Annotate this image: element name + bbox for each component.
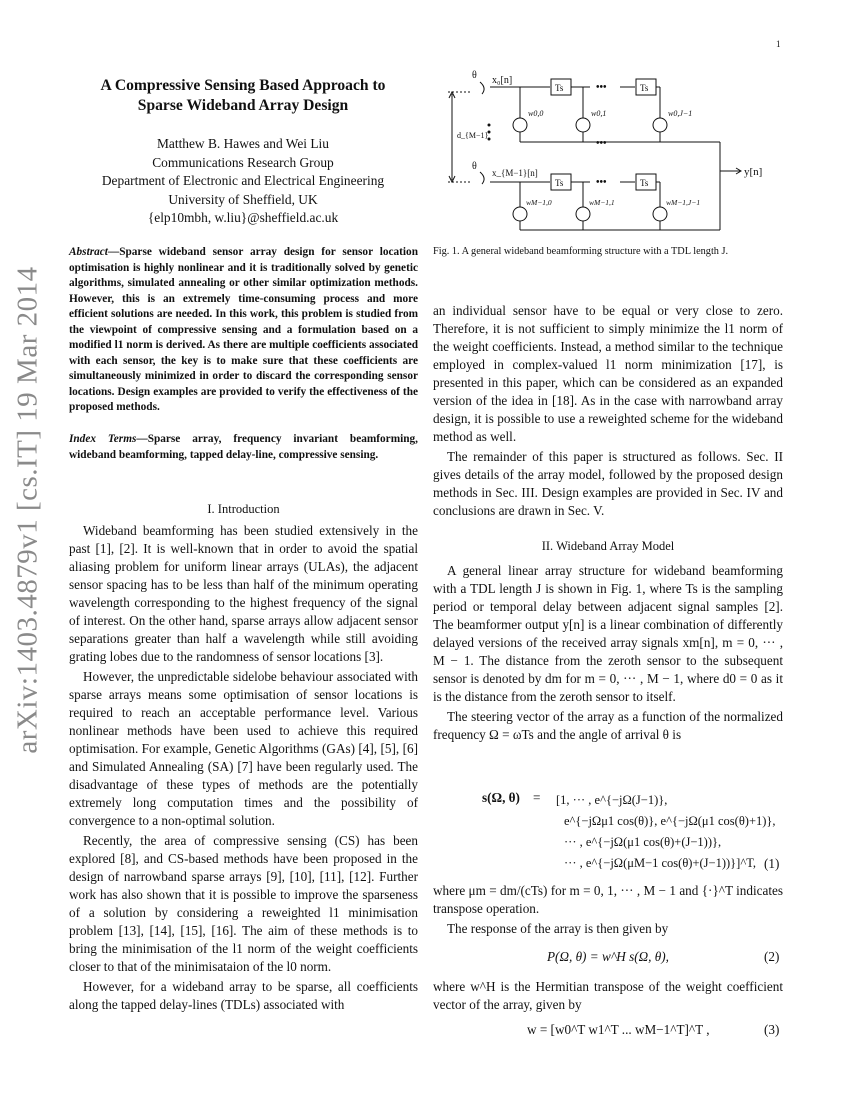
x0-label: x₀[n]	[492, 75, 513, 86]
dots-bottom: •••	[596, 177, 607, 188]
eq1-line: ··· , e^{−jΩ(μM−1 cos(θ)+(J−1))}]^T,	[564, 856, 757, 870]
paragraph: The steering vector of the array as a function of the normalized frequency Ω = ωTs and the angle of arrival θ is	[433, 709, 783, 742]
index-terms	[69, 432, 418, 463]
authors: Matthew B. Hawes and Wei Liu	[157, 136, 329, 151]
university: University of Sheffield, UK	[168, 191, 318, 207]
eq1-equals: =	[533, 790, 541, 805]
abstract	[69, 245, 418, 416]
paragraph: Recently, the area of compressive sensing (CS) has been explored [8], and CS-based methods have been proposed in the design of narrowband sparse arrays [9], [10], [11], [12]. Further work has also shown that it is possible to improve the sparseness of a solution by considering a reweighted l1 minimisation problem [13], [14], [15], [16]. The aim of these methods is to bring the minimisation of the l1 norm of the weight coefficients closer to that of the minimisataion of the l0 norm.	[69, 833, 418, 974]
author-block	[70, 135, 416, 228]
eq1-number: (1)	[764, 856, 780, 871]
eq3-number: (3)	[764, 1022, 780, 1037]
eq2-number: (2)	[764, 949, 780, 964]
wmj-label: wM−1,J−1	[666, 198, 701, 207]
dm-label: d_{M−1}	[457, 131, 489, 140]
wm0-label: wM−1,0	[526, 198, 552, 207]
ts-label: Ts	[555, 178, 564, 188]
dots-mid: •••	[596, 138, 607, 149]
y-output-label: y[n]	[744, 166, 763, 178]
arxiv-stamp	[8, 266, 48, 754]
eq1-rhs	[556, 790, 776, 874]
eq1-lhs: s(Ω, θ)	[482, 790, 520, 805]
eq1-line: e^{−jΩμ1 cos(θ)}, e^{−jΩ(μ1 cos(θ)+1)},	[564, 814, 776, 828]
eq1-line: ··· , e^{−jΩ(μ1 cos(θ)+(J−1))},	[564, 835, 722, 849]
eq2-explanation: where w^H is the Hermitian transpose of the weight coefficient vector of the array, given by	[433, 979, 783, 1012]
ts-label: Ts	[640, 178, 649, 188]
wm1-label: wM−1,1	[589, 198, 615, 207]
w01-label: w0,1	[591, 109, 607, 118]
w0j-label: w0,J−1	[668, 109, 693, 118]
index-text: —Sparse array, frequency invariant beamforming, wideband beamforming, tapped delay-line, compressive sensing.	[69, 433, 418, 461]
paragraph: However, for a wideband array to be sparse, all coefficients along the tapped delay-lines (TDLs) associated with	[69, 979, 418, 1012]
title-line-2: Sparse Wideband Array Design	[137, 97, 349, 114]
paper-title	[70, 76, 416, 116]
index-label: Index Terms	[69, 433, 137, 445]
eq1-line: [1, ··· , e^{−jΩ(J−1)},	[556, 793, 668, 807]
section-1-title: I. Introduction	[207, 502, 280, 516]
arxiv-id: arXiv:1403.4879v1 [cs.IT] 19 Mar 2014	[11, 266, 44, 754]
eq2: P(Ω, θ) = w^H s(Ω, θ),	[547, 949, 669, 964]
ts-label: Ts	[555, 83, 564, 93]
paragraph: an individual sensor have to be equal or very close to zero. Therefore, it is not sufficient to simply minimize the l1 norm of the weight coefficients. Instead, a method similar to the technique employed in complex-valued l1 norm minimization [17], is presented in this paper, which can be considered as an expanded version of the idea in [18]. As in the case with narrowband array design, it is possible to use a reweighted scheme for the wideband method as well.	[433, 303, 783, 444]
figure-1-diagram	[440, 70, 780, 240]
paragraph: However, the unpredictable sidelobe behaviour associated with sparse arrays means some optimisation of sensor locations is required to reach an acceptable performance level. Various nonlinear methods have been used to achieve this required optimisation. For example, Genetic Algorithms (GAs) [4], [5], [6] and Simulated Annealing (SA) [7] have been regularly used. The disadvantage of these types of methods are the potentially extremely long computation times and the possibility of convergence to a non-optimal solution.	[69, 669, 418, 828]
response-intro: The response of the array is then given by	[447, 921, 669, 936]
column-2-intro	[433, 302, 783, 522]
section-1-body	[69, 522, 418, 1016]
abstract-text: —Sparse wideband sensor array design for sensor location optimisation is highly nonlinear and it is traditionally solved by genetic algorithms, simulated annealing or other similar optimization methods. However, this is an extremely time-consuming process and more efficient solutions are needed. In this work, this problem is studied from the viewpoint of compressive sensing and a formulation based on a modified l1 norm is derived. As there are multiple coefficients associated with each sensor, the key is to make sure that these coefficients are simultaneously minimized in order to discard the corresponding sensor locations. Design examples are provided to verify the effectiveness of the proposed methods.	[69, 246, 418, 413]
w00-label: w0,0	[528, 109, 544, 118]
paragraph: The remainder of this paper is structured as follows. Sec. II gives details of the array model, followed by the proposed design methods in Sec. III. Design examples are provided in Sec. IV and conclusions are drawn in Sec. V.	[433, 449, 783, 518]
title-line-1: A Compressive Sensing Based Approach to	[100, 77, 386, 94]
section-2-body	[433, 562, 783, 746]
section-2-title: II. Wideband Array Model	[541, 539, 675, 553]
abstract-label: Abstract	[69, 246, 108, 258]
paragraph: A general linear array structure for wideband beamforming with a TDL length J is shown in Fig. 1, where Ts is the sampling period or temporal delay between adjacent signal samples [2]. The beamformer output y[n] is a linear combination of differently delayed versions of the received array signals xm[n], m = 0, ··· , M − 1. The distance from the zeroth sensor to the subsequent sensor is denoted by dm for m = 0, ··· , M − 1, where d0 = 0 as it is the distance from the zeroth sensor to itself.	[433, 563, 783, 704]
theta-label-top: θ	[472, 70, 477, 81]
dots-top: •••	[596, 82, 607, 93]
eq1-explanation: where μm = dm/(cTs) for m = 0, 1, ··· , M − 1 and {·}^T indicates transpose operation.	[433, 883, 783, 916]
group: Communications Research Group	[152, 154, 334, 170]
eq3: w = [w0^T w1^T ... wM−1^T]^T ,	[527, 1022, 710, 1037]
figure-1-caption: Fig. 1. A general wideband beamforming structure with a TDL length J.	[433, 246, 729, 257]
ts-label: Ts	[640, 83, 649, 93]
emails: {elp10mbh, w.liu}@sheffield.ac.uk	[147, 210, 339, 225]
department: Department of Electronic and Electrical Engineering	[101, 173, 385, 188]
paragraph: Wideband beamforming has been studied extensively in the past [1], [2]. It is well-known that in order to avoid the spatial aliasing problem for uniform linear arrays (ULAs), the adjacent sensor spacing has to be less than half of the minimum operating wavelength corresponding to the highest frequency of the signal of interest. On the other hand, sparse arrays allow adjacent sensor separations greater than half a wavelength while still avoiding grating lobes due to the randomness of sensor locations [3].	[69, 523, 418, 664]
page-number: 1	[776, 39, 781, 49]
theta-label-bottom: θ	[472, 161, 477, 172]
xm-label: x_{M−1}[n]	[492, 168, 538, 178]
